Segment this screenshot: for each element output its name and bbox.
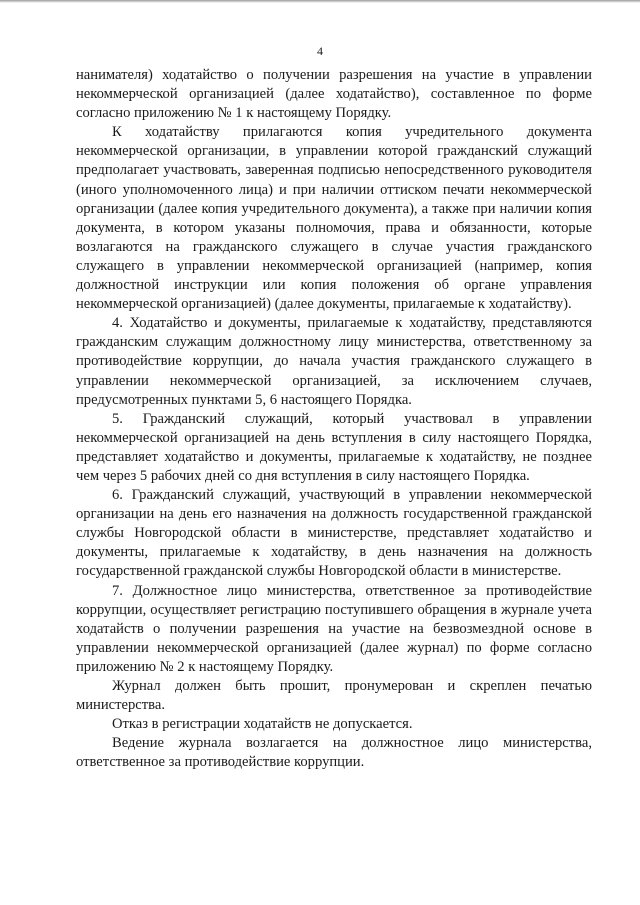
paragraph-3: 4. Ходатайство и документы, прилагаемые к ходатайству, представляются гражданским служащим должностному лицу министерства, ответственному за противодействие коррупции, до начала участия гражданского служащего в управлении некоммерческой организацией, за исключением случаев, предусмотренных пунктами 5, 6 настоящего Порядка.	[76, 315, 592, 408]
paragraph-5: 6. Гражданский служащий, участвующий в управлении некоммерческой организации на день его назначения на должность государственной гражданской службы Новгородской области в министерстве, представляет ходатайство и документы, прилагаемые к ходатайству, в день назначения на должность государственной гражданской службы Новгородской области в министерстве.	[76, 487, 592, 580]
paragraph-1: нанимателя) ходатайство о получении разрешения на участие в управлении некоммерческой организацией (далее ходатайство), составленное по форме согласно приложению № 1 к настоящему Порядку.	[76, 67, 592, 122]
scan-top-edge	[0, 0, 640, 3]
paragraph-8: Отказ в регистрации ходатайств не допускается.	[112, 716, 413, 733]
paragraph-2: К ходатайству прилагаются копия учредительного документа некоммерческой организации, в управлении которой гражданский служащий предполагает участвовать, заверенная подписью непосредственного руководителя (иного уполномоченного лица) и при наличии оттиском печати некоммерческой организации (далее копия учредительного документа), а также при наличии копия документа, в котором указаны полномочия, права и обязанности, которые возлагаются на гражданского служащего в случае участия гражданского служащего в управлении некоммерческой организацией (например, копия должностной инструкции или копия положения об органе управления некоммерческой организацией) (далее документы, прилагаемые к ходатайству).	[76, 124, 592, 313]
document-body	[76, 66, 592, 772]
page-number: 4	[317, 44, 323, 58]
paragraph-4: 5. Гражданский служащий, который участвовал в управлении некоммерческой организацией на день вступления в силу настоящего Порядка, представляет ходатайство и документы, прилагаемые к ходатайству, не позднее чем через 5 рабочих дней со дня вступления в силу настоящего Порядка.	[76, 410, 592, 484]
paragraph-9: Ведение журнала возлагается на должностное лицо министерства, ответственное за противодействие коррупции.	[76, 735, 592, 771]
paragraph-7: Журнал должен быть прошит, пронумерован и скреплен печатью министерства.	[76, 678, 592, 714]
paragraph-6: 7. Должностное лицо министерства, ответственное за противодействие коррупции, осуществляет регистрацию поступившего обращения в журнале учета ходатайств о получении разрешения на участие на безвозмездной основе в управлении некоммерческой организацией (далее журнал) по форме согласно приложению № 2 к настоящему Порядку.	[76, 582, 592, 675]
